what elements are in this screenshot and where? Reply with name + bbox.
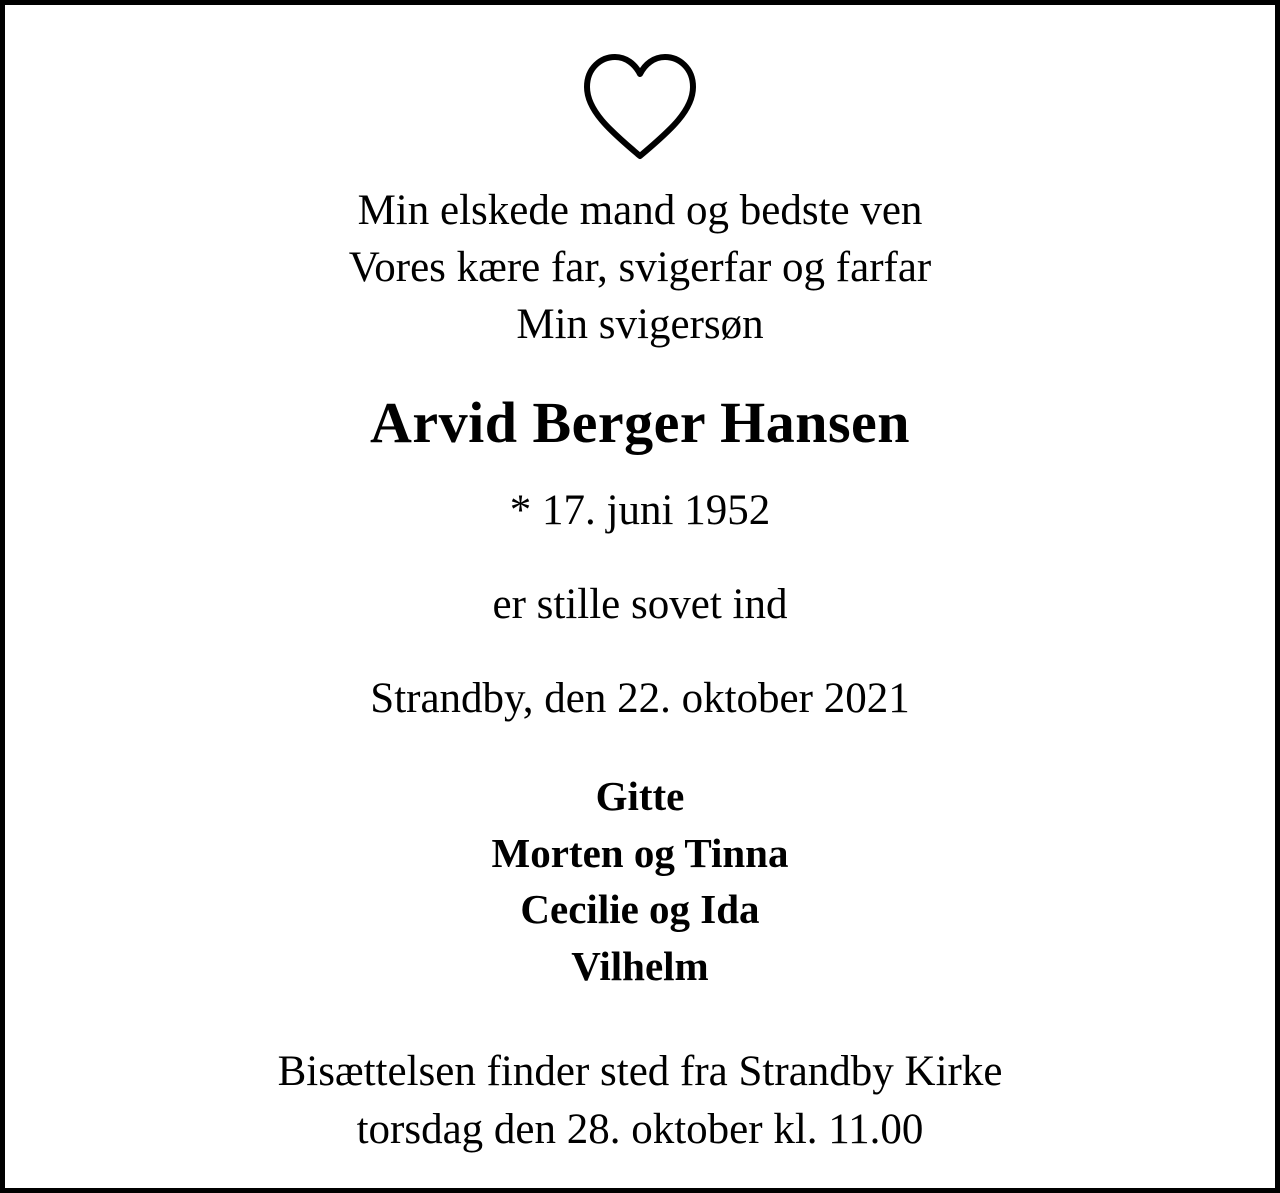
funeral-line-1: Bisættelsen finder sted fra Strandby Kirke [277, 1047, 1003, 1095]
survivor-line-2: Morten og Tinna [491, 829, 789, 876]
place-and-date-of-death: Strandby, den 22. oktober 2021 [370, 675, 910, 723]
intro-line-3: Min svigersøn [516, 300, 764, 348]
deceased-name: Arvid Berger Hansen [369, 390, 911, 456]
heart-icon [580, 51, 700, 161]
survivors-list [492, 768, 789, 994]
funeral-details [278, 1043, 1003, 1159]
survivor-line-3: Cecilie og Ida [520, 886, 760, 933]
survivor-line-1: Gitte [595, 773, 685, 820]
intro-line-1: Min elskede mand og bedste ven [357, 187, 923, 234]
intro-text [349, 183, 932, 353]
intro-line-2: Vores kære far, svigerfar og farfar [348, 243, 932, 291]
passing-phrase: er stille sovet ind [492, 581, 788, 629]
birth-date: * 17. juni 1952 [509, 487, 771, 535]
survivor-line-4: Vilhelm [571, 942, 709, 989]
funeral-line-2: torsdag den 28. oktober kl. 11.00 [356, 1105, 924, 1153]
